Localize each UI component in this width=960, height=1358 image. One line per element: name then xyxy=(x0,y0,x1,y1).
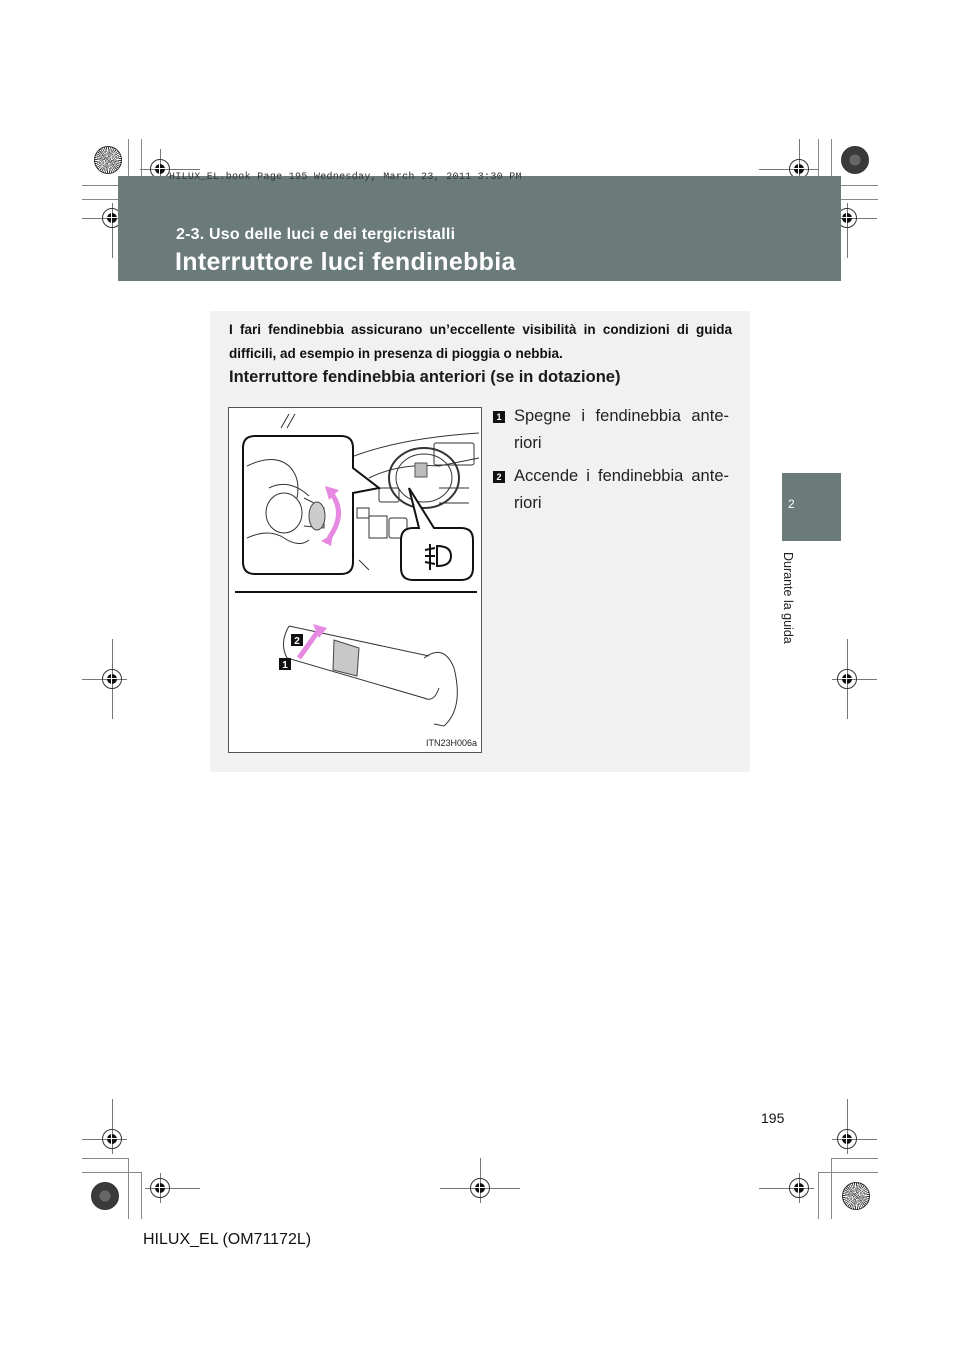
page-title: Interruttore luci fendinebbia xyxy=(175,248,516,276)
chapter-number: 2 xyxy=(788,497,795,511)
figure-code: ITN23H006a xyxy=(425,738,477,748)
registration-star-icon xyxy=(91,1182,119,1210)
print-info: HILUX_EL.book Page 195 Wednesday, March 23, 2011 3:30 PM xyxy=(169,172,522,183)
svg-text:2: 2 xyxy=(294,636,300,647)
list-item xyxy=(493,403,729,457)
illustration-figure xyxy=(228,407,482,753)
registration-star-icon xyxy=(842,1182,870,1210)
registration-star-icon xyxy=(94,146,122,174)
chapter-title: Durante la guida xyxy=(781,552,795,644)
list-item xyxy=(493,463,729,517)
svg-text:1: 1 xyxy=(282,660,288,671)
page-number: 195 xyxy=(761,1110,785,1126)
model-code: HILUX_EL (OM71172L) xyxy=(143,1231,312,1248)
item-text: Accende i fendinebbia ante-riori xyxy=(514,467,729,512)
number-badge: 1 xyxy=(493,411,505,423)
registration-star-icon xyxy=(841,146,869,174)
subheading: Interruttore fendinebbia anteriori (se in dotazione) xyxy=(229,368,621,386)
item-text: Spegne i fendinebbia ante-riori xyxy=(514,407,729,452)
numbered-list xyxy=(493,403,729,517)
number-badge: 2 xyxy=(493,471,505,483)
section-label: 2-3. Uso delle luci e dei tergicristalli xyxy=(176,226,456,243)
intro-paragraph: I fari fendinebbia assicurano un’eccellente visibilità in condizioni di guida difficili, ad esempio in presenza di pioggia o nebbia. xyxy=(229,322,732,361)
fog-light-switch-illustration xyxy=(229,408,481,752)
